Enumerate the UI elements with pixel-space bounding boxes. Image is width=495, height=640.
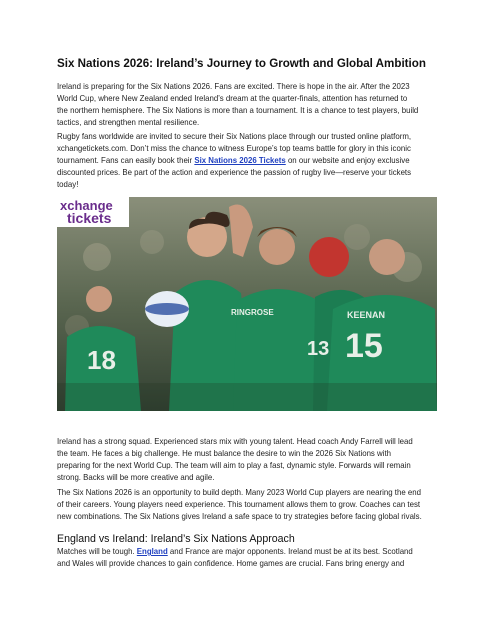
text-line: the northern hemisphere. The Six Nations is more than a tournament. It is a chance to test players, build bbox=[57, 105, 419, 115]
text-line: of their careers. Young players need experience. This tournament allows them to grow. Coaches can test bbox=[57, 499, 421, 509]
rugby-players-illustration bbox=[57, 197, 437, 411]
text-line: World Cup, where New Zealand ended Ireland’s dream at the quarter-finals, attention has returned to bbox=[57, 93, 408, 103]
paragraph-tickets bbox=[57, 131, 440, 191]
text-fragment: and France are major opponents. Ireland must be at its best. Scotland bbox=[167, 547, 413, 556]
jersey-number-18: 18 bbox=[87, 345, 116, 375]
text-line: The Six Nations 2026 is an opportunity to build depth. Many 2023 World Cup players are nearing the end bbox=[57, 488, 421, 497]
paragraph-depth bbox=[57, 487, 440, 523]
text-line: today! bbox=[57, 179, 79, 189]
jersey-number-15: 15 bbox=[345, 327, 383, 365]
text-fragment: on our website and enjoy exclusive bbox=[285, 155, 410, 165]
text-fragment: Matches will be tough. bbox=[57, 547, 137, 556]
six-nations-tickets-link[interactable]: Six Nations 2026 Tickets bbox=[194, 155, 286, 165]
text-line: new combinations. The Six Nations gives Ireland a safe space to try strategies before facing global rivals. bbox=[57, 511, 422, 521]
paragraph-intro bbox=[57, 81, 440, 129]
jersey-number-13: 13 bbox=[307, 338, 330, 360]
text-fragment: tournament. Fans can easily book their bbox=[57, 155, 195, 165]
text-line bbox=[57, 546, 440, 558]
logo-text-xchange: xchange bbox=[60, 198, 113, 213]
section-heading: England vs Ireland: Ireland’s Six Nations Approach bbox=[57, 533, 295, 545]
text-line: preparing for the next World Cup. The team will aim to play a fast, dynamic style. Forwards will remain bbox=[57, 460, 411, 470]
text-line: Rugby fans worldwide are invited to secure their Six Nations place through our trusted online platform, bbox=[57, 132, 412, 141]
xchange-tickets-logo bbox=[57, 197, 129, 227]
text-line: xchangetickets.com. Don’t miss the chance to witness Europe’s top teams battle for glory in this iconic bbox=[57, 143, 411, 153]
text-line: the team. He faces a big challenge. He must balance the desire to win the 2026 Six Nations with bbox=[57, 448, 391, 458]
text-line: and Wales will provide chances to gain confidence. Home games are crucial. Fans bring energy and bbox=[57, 558, 405, 568]
text-line bbox=[57, 155, 440, 167]
text-line: Ireland is preparing for the Six Nations 2026. Fans are excited. There is hope in the air. After the 2023 bbox=[57, 82, 410, 91]
text-line: strong. Backs will be more creative and agile. bbox=[57, 472, 215, 482]
text-line: Ireland has a strong squad. Experienced stars mix with young talent. Head coach Andy Farrell will lead bbox=[57, 437, 413, 446]
text-line: discounted prices. Be part of the action and experience the passion of rugby live—reserve your tickets bbox=[57, 167, 412, 177]
logo-text-tickets: tickets bbox=[67, 210, 112, 226]
jersey-name-ringrose: RINGROSE bbox=[231, 308, 274, 317]
text-line: tactics, and strengthen mental resilience. bbox=[57, 117, 200, 127]
paragraph-squad bbox=[57, 436, 440, 484]
jersey-name-keenan: KEENAN bbox=[347, 310, 386, 320]
england-link[interactable]: England bbox=[136, 547, 168, 556]
rugby-team-photo bbox=[57, 197, 437, 411]
article-title: Six Nations 2026: Ireland’s Journey to Growth and Global Ambition bbox=[57, 57, 426, 70]
paragraph-matches bbox=[57, 546, 440, 570]
